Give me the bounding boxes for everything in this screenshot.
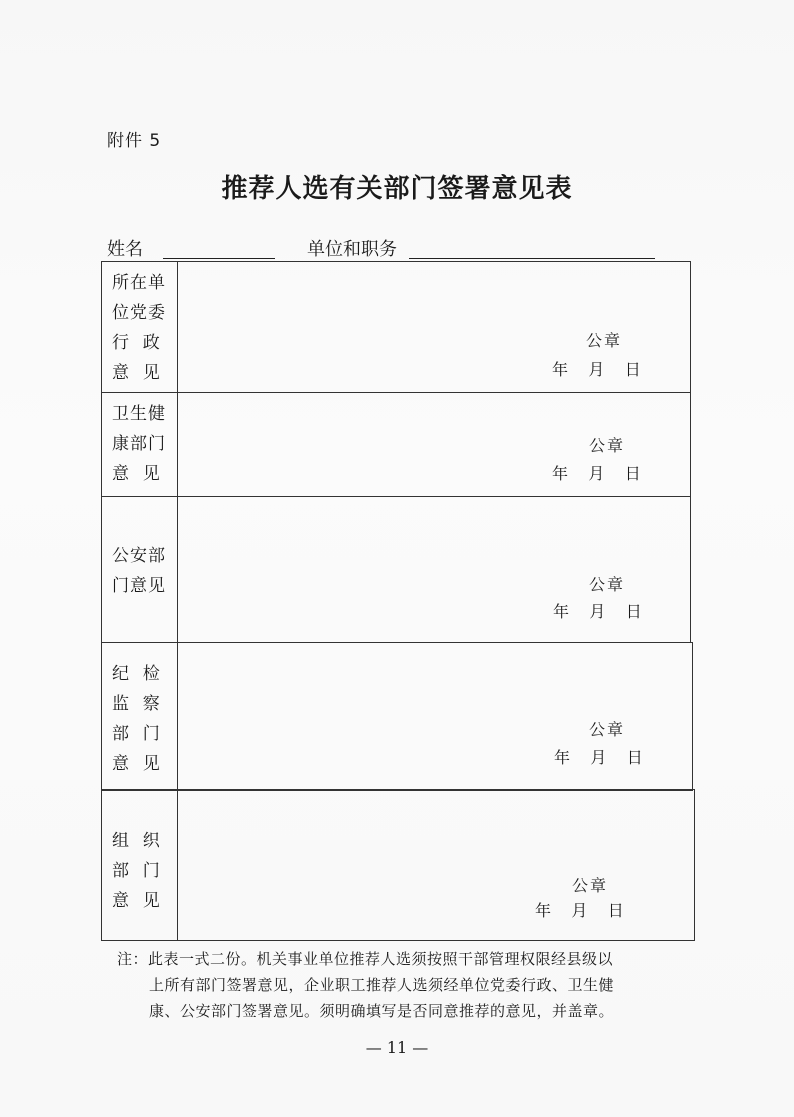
footnote-line: 注：此表一式二份。机关事业单位推荐人选须按照干部管理权限经县级以 [117, 950, 614, 968]
section-label-cell [102, 393, 178, 496]
seal-label: 公章 [589, 436, 626, 455]
opinion-table [101, 261, 691, 941]
section-label: 组 织 部 门 意 见 [112, 831, 161, 911]
section-label-cell [102, 790, 178, 940]
unit-position-label: 单位和职务 [307, 239, 397, 260]
attachment-label: 附件 5 [107, 131, 162, 151]
seal-label: 公章 [589, 575, 626, 594]
section-label: 公安部 门意见 [112, 546, 166, 596]
section-public-security [101, 496, 691, 643]
footnote-line: 上所有部门签署意见，企业职工推荐人选须经单位党委行政、卫生健 [149, 976, 615, 994]
date-line: 年 月 日 [535, 901, 624, 920]
seal-label: 公章 [572, 876, 609, 895]
seal-label: 公章 [589, 720, 626, 739]
seal-label: 公章 [586, 331, 623, 350]
section-label-cell [102, 262, 178, 392]
section-party-committee [101, 261, 691, 393]
section-label-cell [102, 643, 178, 790]
date-line: 年 月 日 [553, 602, 642, 621]
footnote [117, 946, 697, 1024]
section-label-cell [102, 497, 178, 642]
date-line: 年 月 日 [554, 748, 643, 767]
name-field[interactable] [163, 258, 275, 259]
section-health-dept [101, 392, 691, 497]
footnote-line: 康、公安部门签署意见。须明确填写是否同意推荐的意见，并盖章。 [149, 1002, 615, 1020]
section-discipline-inspection [101, 642, 693, 791]
section-label: 卫生健 康部门 意 见 [112, 404, 166, 484]
unit-position-field[interactable] [409, 258, 655, 259]
name-label: 姓名 [107, 239, 143, 260]
section-label: 纪 检 监 察 部 门 意 见 [112, 664, 161, 774]
date-line: 年 月 日 [552, 360, 641, 379]
form-title: 推荐人选有关部门签署意见表 [221, 174, 573, 204]
section-label: 所在单 位党委 行 政 意 见 [112, 273, 166, 383]
date-line: 年 月 日 [552, 464, 641, 483]
page-number: — 11 — [365, 1038, 429, 1057]
section-organization-dept [101, 789, 695, 941]
